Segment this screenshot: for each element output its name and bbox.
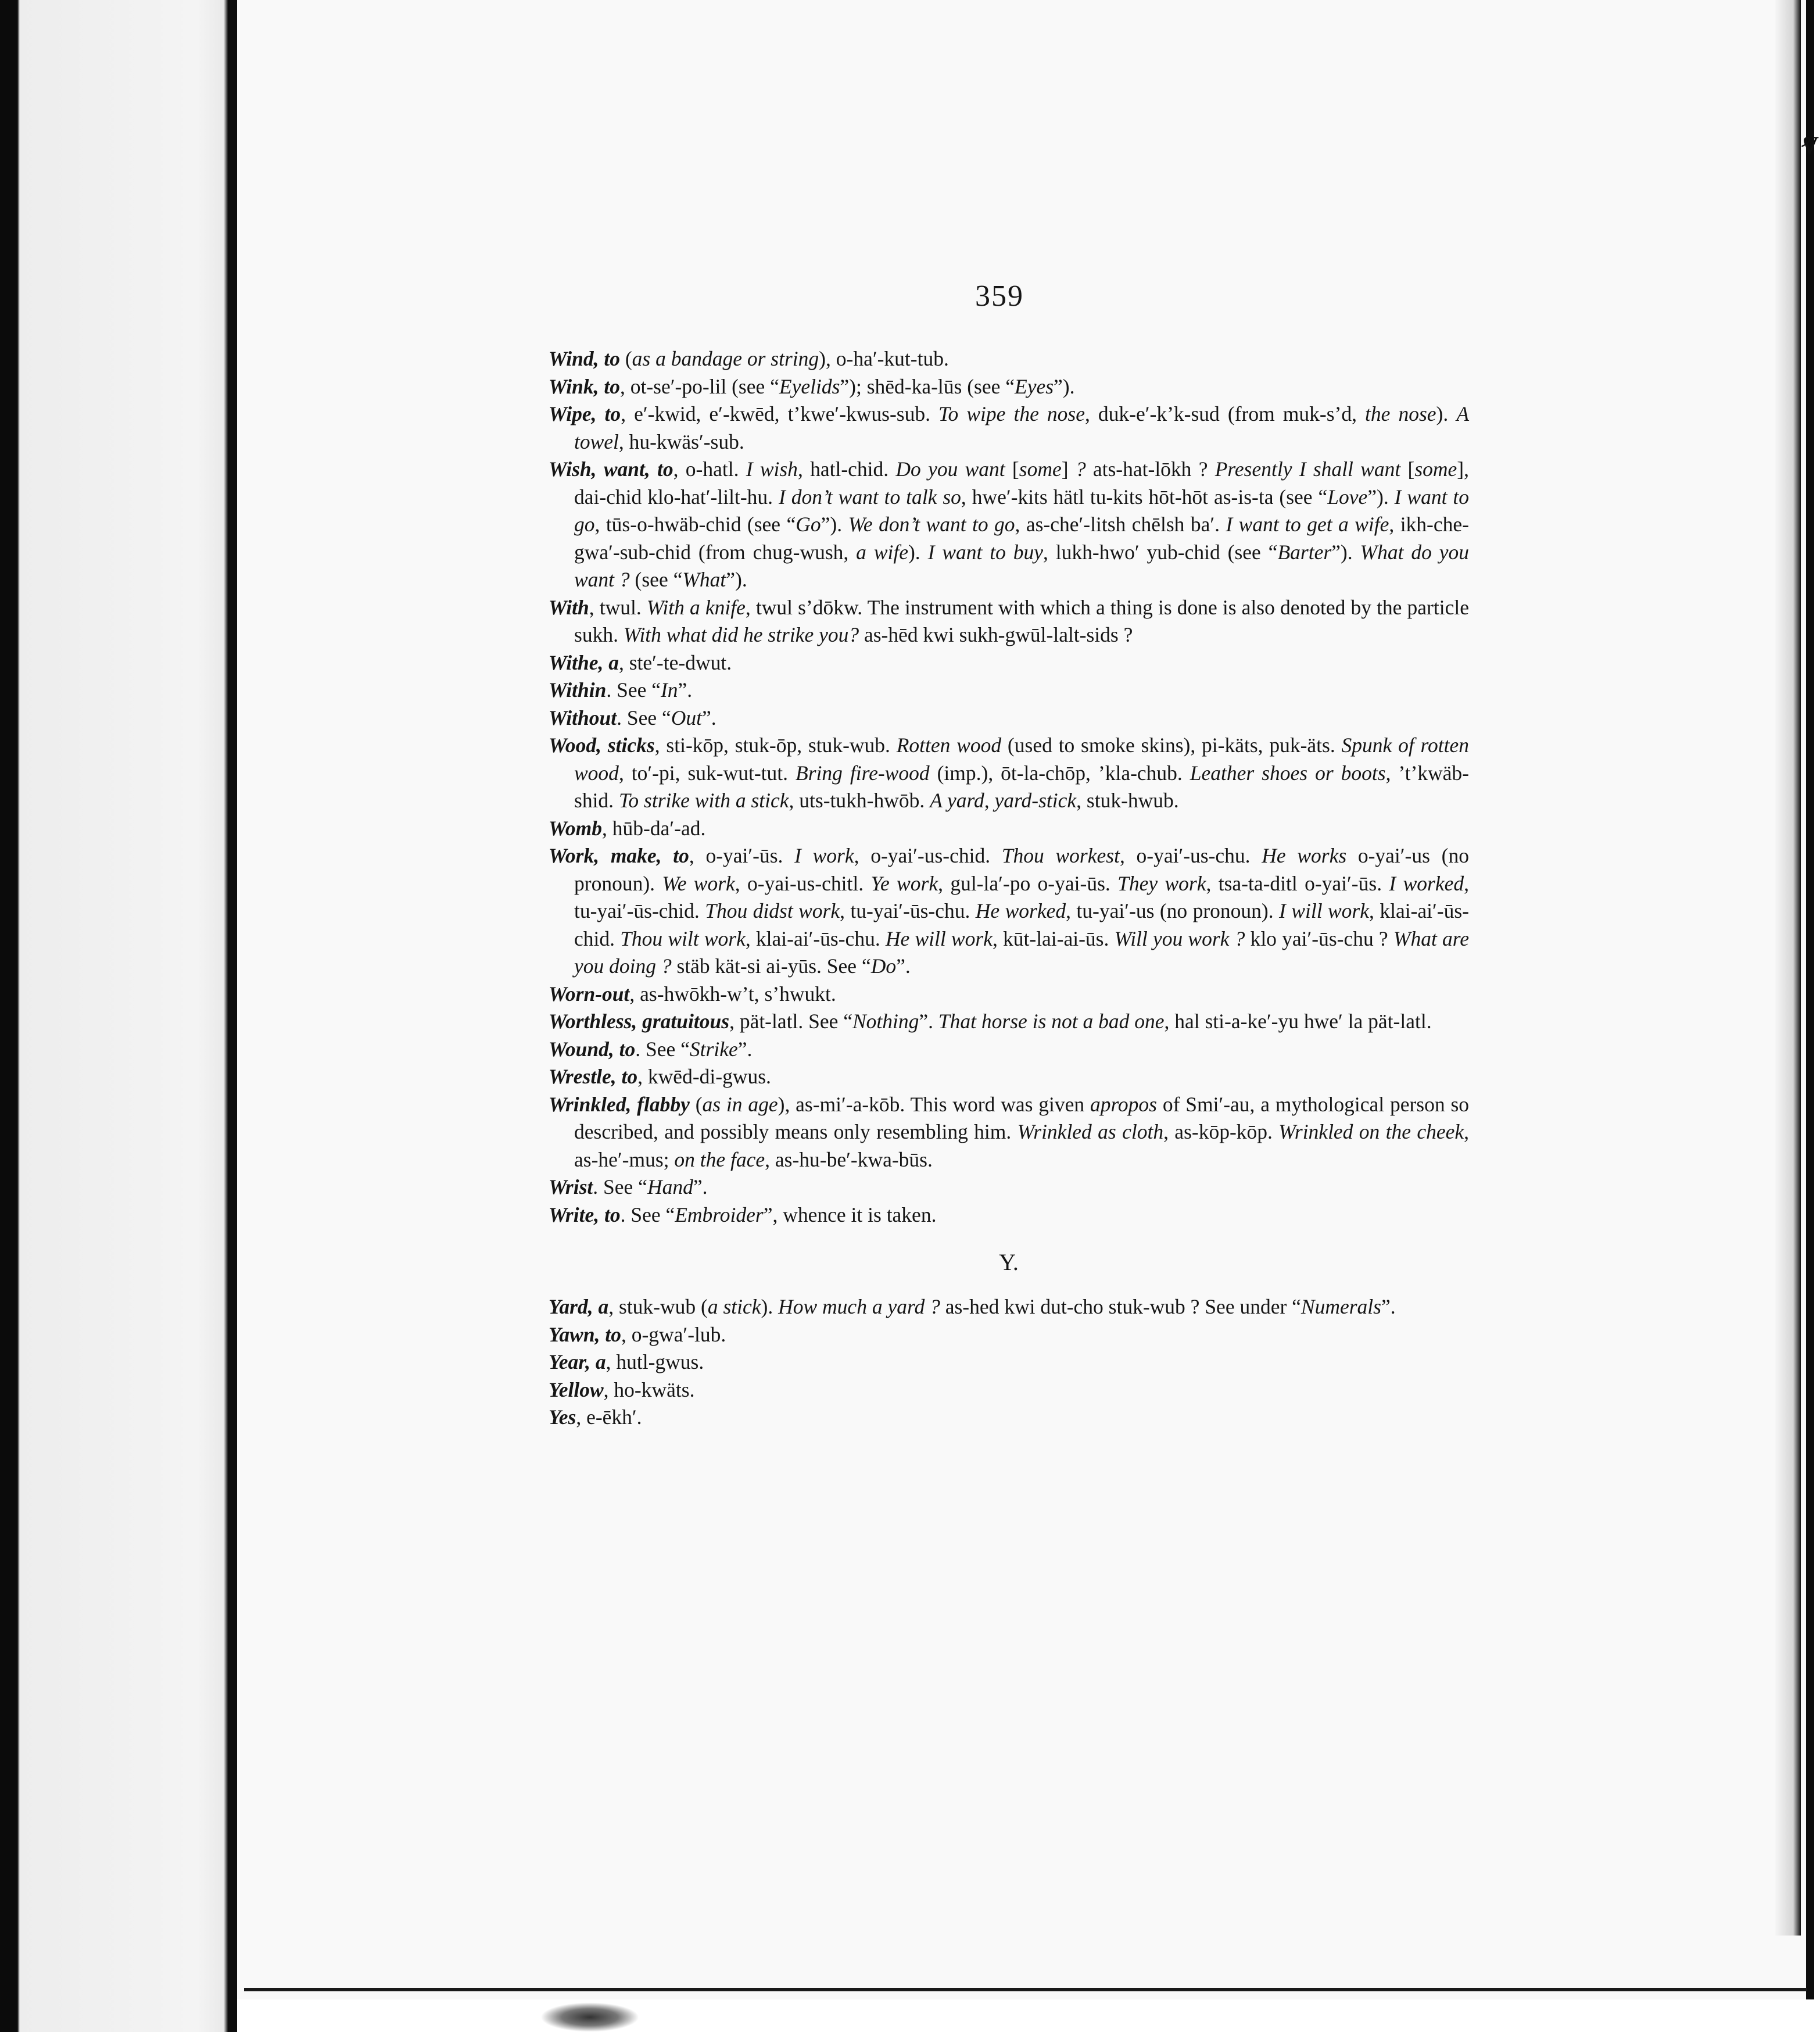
dictionary-entry-wind: Wind, to (as a bandage or string), o-ha′-kut-tub. [549, 347, 949, 370]
dictionary-entry-yard: Yard, a, stuk-wub (a stick). How much a yard ? as-hed kwi dut-cho stuk-wub ? See under “Numerals”. [549, 1295, 1396, 1318]
entries-y-section [549, 1293, 1469, 1432]
dictionary-entry-wrestle: Wrestle, to, kwēd-di-gwus. [549, 1065, 771, 1088]
dictionary-entry-wound: Wound, to. See “Strike”. [549, 1037, 753, 1061]
dictionary-entry-worn-out: Worn-out, as-hwōkh-w’t, s’hwukt. [549, 982, 836, 1006]
dictionary-entry-wipe: Wipe, to, e′-kwid, e′-kwēd, t’kwe′-kwus-sub. To wipe the nose, duk-e′-k’k-sud (from muk-s’d, the nose). A towel, hu-kwäs′-sub. [549, 402, 1469, 453]
scan-smudge [540, 2002, 639, 2032]
page-bottom-edge [244, 1988, 1807, 1991]
entries-w-section [549, 345, 1469, 1229]
dictionary-entry-wrist: Wrist. See “Hand”. [549, 1175, 708, 1199]
dictionary-entry-yes: Yes, e-ēkh′. [549, 1405, 642, 1429]
dictionary-entry-wrinkled: Wrinkled, flabby (as in age), as-mi′-a-kōb. This word was given apropos of Smi′-au, a mythological person so described, and possibly means only resembling him. Wrinkled as cloth, as-kōp-kōp. Wrinkled on the cheek, as-he′-mus; on the face, as-hu-be′-kwa-būs. [549, 1092, 1470, 1171]
dictionary-entry-within: Within. See “In”. [549, 678, 693, 702]
dictionary-column [549, 345, 1469, 1432]
page-number: 359 [975, 280, 1024, 313]
section-letter-heading: Y. [999, 1249, 1019, 1275]
corner-mark: ⱴ [1801, 123, 1819, 162]
dictionary-entry-with: With, twul. With a knife, twul s’dōkw. The instrument with which a thing is done is also denoted by the particle sukh. With what did he strike you? as-hēd kwi sukh-gwūl-lalt-sids ? [549, 595, 1469, 646]
dictionary-entry-wish: Wish, want, to, o-hatl. I wish, hatl-chid. Do you want [some] ? ats-hat-lōkh ? Presently I shall want [some], dai-chid klo-hat′-lilt-hu. I don’t want to talk so, hwe′-kits hätl tu-kits hōt-hōt as-is-ta (see “Love”). I want to go, tūs-o-hwäb-chid (see “Go”). We don’t want to go, as-che′-litsh chēlsh ba′. I want to get a wife, ikh-che-gwa′-sub-chid (from chug-wush, a wife). I want to buy, lukh-hwo′ yub-chid (see “Barter”). What do you want ? (see “What”). [549, 457, 1469, 591]
dictionary-entry-year: Year, a, hutl-gwus. [549, 1350, 704, 1373]
dictionary-entry-withe: Withe, a, ste′-te-dwut. [549, 650, 732, 674]
dictionary-entry-worthless: Worthless, gratuitous, pät-latl. See “Nothing”. That horse is not a bad one, hal sti-a-ke′-yu hwe′ la pät-latl. [549, 1010, 1432, 1033]
dictionary-entry-wink: Wink, to, ot-se′-po-lil (see “Eyelids”); shēd-ka-lūs (see “Eyes”). [549, 374, 1075, 398]
page-right-shadow [1775, 0, 1801, 1936]
dictionary-entry-womb: Womb, hūb-da′-ad. [549, 816, 706, 840]
dictionary-entry-yellow: Yellow, ho-kwäts. [549, 1378, 695, 1401]
left-page-edge [228, 0, 237, 2032]
dictionary-entry-write: Write, to. See “Embroider”, whence it is taken. [549, 1203, 937, 1226]
dictionary-entry-work: Work, make, to, o-yai′-ūs. I work, o-yai′-us-chid. Thou workest, o-yai′-us-chu. He works o-yai′-us (no pronoun). We work, o-yai-us-chitl. Ye work, gul-la′-po o-yai-ūs. They work, tsa-ta-ditl o-yai′-ūs. I worked, tu-yai′-ūs-chid. Thou didst work, tu-yai′-ūs-chu. He worked, tu-yai′-us (no pronoun). I will work, klai-ai′-ūs-chid. Thou wilt work, klai-ai′-ūs-chu. He will work, kūt-lai-ai-ūs. Will you work ? klo yai′-ūs-chu ? What are you doing ? stäb kät-si ai-yūs. See “Do”. [549, 844, 1470, 978]
dictionary-entry-yawn: Yawn, to, o-gwa′-lub. [549, 1322, 726, 1346]
book-gutter [0, 0, 237, 2032]
dictionary-entry-wood: Wood, sticks, sti-kōp, stuk-ōp, stuk-wub. Rotten wood (used to smoke skins), pi-käts, puk-äts. Spunk of rotten wood, to′-pi, suk-wut-tut. Bring fire-wood (imp.), ōt-la-chōp, ’kla-chub. Leather shoes or boots, ’t’kwäb-shid. To strike with a stick, uts-tukh-hwōb. A yard, yard-stick, stuk-hwub. [549, 734, 1469, 812]
scan-bottom-margin [237, 1999, 1814, 2032]
dictionary-entry-without: Without. See “Out”. [549, 706, 716, 729]
